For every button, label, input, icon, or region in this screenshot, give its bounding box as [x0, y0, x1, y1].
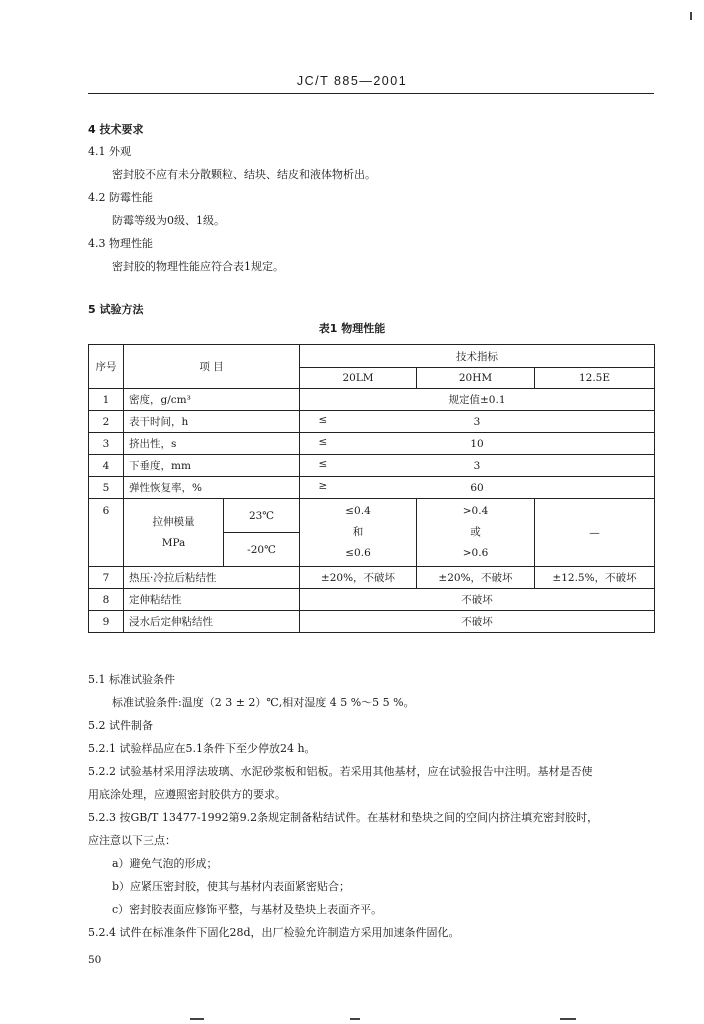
row-item — [124, 499, 224, 567]
row-item: 挤出性，s ≤ — [124, 433, 300, 455]
section-5-2-3-line1: 5.2.3 按GB/T 13477-1992第9.2条规定制备粘结试件。在基材和垫块之间的空间内挤注填充密封胶时， — [88, 811, 599, 824]
row-value: 3 — [300, 455, 655, 477]
row-value: 不破坏 — [300, 611, 655, 633]
row7-20hm: ±20%，不破坏 — [417, 567, 535, 589]
table-row — [89, 411, 655, 433]
row-item-label: 挤出性，s — [129, 438, 177, 450]
modulus-20hm-line1: >0.4 — [462, 505, 489, 517]
row-item: 弹性恢复率，% ≥ — [124, 477, 300, 499]
row-no: 5 — [89, 477, 124, 499]
table-row — [89, 499, 655, 533]
header-item: 项 目 — [124, 345, 300, 389]
row-item: 浸水后定伸粘结性 — [124, 611, 300, 633]
section-4-3-title: 4.3 物理性能 — [88, 237, 153, 250]
table-row — [89, 567, 655, 589]
section-5-1-text: 标准试验条件:温度（2 3 ± 2）℃,相对湿度 4 5 %～5 5 %。 — [112, 696, 415, 709]
row-no: 1 — [89, 389, 124, 411]
row7-12-5e: ±12.5%，不破坏 — [535, 567, 655, 589]
row7-20lm: ±20%，不破坏 — [300, 567, 417, 589]
modulus-label: 拉伸模量 — [152, 515, 195, 528]
row-value: 10 — [300, 433, 655, 455]
section-4-1-title: 4.1 外观 — [88, 145, 131, 158]
header-rule — [88, 93, 654, 94]
row-value: 不破坏 — [300, 589, 655, 611]
modulus-20lm-line2: 和 — [352, 526, 364, 538]
modulus-12-5e: — — [535, 499, 655, 567]
table-row — [89, 477, 655, 499]
section-4-2-title: 4.2 防霉性能 — [88, 191, 153, 204]
list-item-a: a）避免气泡的形成； — [112, 857, 218, 870]
row-item: 下垂度，mm ≤ — [124, 455, 300, 477]
modulus-20lm-line1: ≤0.4 — [345, 505, 371, 517]
section-4-title: 4 技术要求 — [88, 123, 144, 136]
page-header: JC/T 885—2001 — [296, 74, 408, 88]
row-value: 3 — [300, 411, 655, 433]
table-row — [89, 433, 655, 455]
row-item-label: 弹性恢复率，% — [129, 482, 202, 494]
header-grade-20hm: 20HM — [417, 368, 535, 389]
table-row — [89, 589, 655, 611]
row-item: 密度，g/cm³ — [124, 389, 300, 411]
modulus-20hm — [417, 499, 535, 567]
table-caption: 表1 物理性能 — [318, 322, 386, 335]
row-no: 3 — [89, 433, 124, 455]
table-row — [89, 455, 655, 477]
scan-mark — [190, 1018, 204, 1020]
temp-minus-20: -20℃ — [224, 533, 300, 567]
row-item: 定伸粘结性 — [124, 589, 300, 611]
section-5-2-2-line2: 用底涂处理，应遵照密封胶供方的要求。 — [88, 788, 286, 801]
table-row — [89, 611, 655, 633]
physical-properties-table — [88, 344, 655, 633]
section-5-2-1: 5.2.1 试验样品应在5.1条件下至少停放24 h。 — [88, 742, 316, 755]
section-5-2-2-line1: 5.2.2 试验基材采用浮法玻璃、水泥砂浆板和铝板。若采用其他基材，应在试验报告中注明。基材是否使 — [88, 765, 593, 778]
list-item-b: b）应紧压密封胶，使其与基材内表面紧密贴合； — [112, 880, 351, 893]
row-no: 7 — [89, 567, 124, 589]
header-grade-20lm: 20LM — [300, 368, 417, 389]
section-5-2-title: 5.2 试件制备 — [88, 719, 153, 732]
page-number: 50 — [88, 954, 102, 966]
section-4-1-text: 密封胶不应有未分散颗粒、结块、结皮和液体物析出。 — [112, 168, 376, 181]
modulus-20lm — [300, 499, 417, 567]
header-grade-12-5e: 12.5E — [535, 368, 655, 389]
section-4-3-text: 密封胶的物理性能应符合表1规定。 — [112, 260, 284, 273]
table-row — [89, 389, 655, 411]
section-5-2-4: 5.2.4 试件在标准条件下固化28d，出厂检验允许制造方采用加速条件固化。 — [88, 926, 460, 939]
row-no: 4 — [89, 455, 124, 477]
scan-mark — [560, 1018, 576, 1020]
modulus-unit: MPa — [161, 536, 186, 549]
modulus-20lm-line3: ≤0.6 — [345, 547, 371, 559]
list-item-c: c）密封胶表面应修饰平整，与基材及垫块上表面齐平。 — [112, 903, 383, 916]
row-no: 6 — [89, 499, 124, 567]
scan-mark — [350, 1018, 360, 1020]
modulus-20hm-line3: >0.6 — [462, 547, 489, 559]
modulus-20hm-line2: 或 — [470, 526, 481, 538]
row-value: 60 — [300, 477, 655, 499]
scan-mark — [690, 12, 692, 20]
row-item-label: 下垂度，mm — [129, 460, 191, 472]
section-5-1-title: 5.1 标准试验条件 — [88, 673, 175, 686]
section-5-2-3-line2: 应注意以下三点： — [88, 834, 176, 847]
row-item: 热压·冷拉后粘结性 — [124, 567, 300, 589]
temp-23: 23℃ — [224, 499, 300, 533]
row-value: 规定值±0.1 — [300, 389, 655, 411]
row-item: 表干时间，h ≤ — [124, 411, 300, 433]
section-4-2-text: 防霉等级为0级、1级。 — [112, 214, 225, 227]
header-no: 序号 — [89, 345, 124, 389]
row-item-label: 表干时间，h — [129, 416, 189, 428]
row-no: 2 — [89, 411, 124, 433]
row-no: 8 — [89, 589, 124, 611]
header-tech: 技术指标 — [300, 345, 655, 368]
section-5-title: 5 试验方法 — [88, 303, 144, 316]
row-no: 9 — [89, 611, 124, 633]
